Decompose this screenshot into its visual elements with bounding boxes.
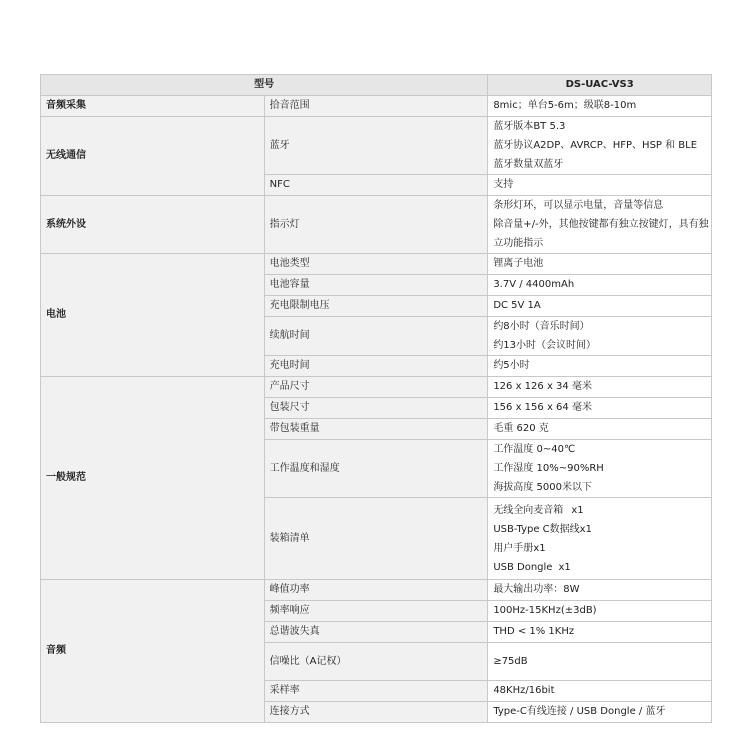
pack-qty: x1 [558, 561, 571, 573]
category-general: 一般规范 [41, 377, 265, 580]
pack-item: 用户手册 [493, 542, 534, 554]
bt-value: A2DP、AVRCP、HFP、HSP 和 BLE [533, 140, 698, 151]
pack-qty: x1 [579, 523, 592, 535]
row-label: 拾音范围 [264, 96, 488, 117]
row-label: 带包装重量 [264, 419, 488, 440]
value-line: 工作湿度 10%~90%RH [493, 463, 604, 474]
row-label: 指示灯 [264, 196, 488, 254]
bt-value: 双蓝牙 [533, 159, 564, 170]
row-value: 支持 [488, 175, 712, 196]
category-appearance: 系统外设 [41, 196, 265, 254]
row-value: 100Hz-15KHz(±3dB) [488, 601, 712, 622]
row-label: 总谐波失真 [264, 622, 488, 643]
row-label: 续航时间 [264, 317, 488, 356]
value-line: 约8小时（音乐时间） [493, 321, 590, 332]
value-line: 条形灯环，可以显示电量，音量等信息 [493, 200, 664, 211]
table-row [41, 377, 712, 398]
row-label: 充电时间 [264, 356, 488, 377]
row-label: 频率响应 [264, 601, 488, 622]
bt-value: BT 5.3 [533, 121, 566, 132]
table-header-row [41, 75, 712, 96]
table-row [41, 117, 712, 175]
row-value [488, 440, 712, 498]
table-row [41, 96, 712, 117]
pack-item: USB-Type C数据线 [493, 523, 580, 535]
pack-qty: x1 [533, 542, 546, 554]
model-value: DS-UAC-VS3 [488, 75, 712, 96]
row-label: 装箱清单 [264, 498, 488, 580]
row-label: 产品尺寸 [264, 377, 488, 398]
row-value: 最大输出功率：8W [488, 580, 712, 601]
value-line: 除音量+/-外，其他按键都有独立按键灯，具有独立功能指示 [493, 219, 709, 249]
row-label: 峰值功率 [264, 580, 488, 601]
row-value: 48KHz/16bit [488, 681, 712, 702]
row-value: 约5小时 [488, 356, 712, 377]
row-label: 信噪比（A记权） [264, 643, 488, 681]
value-line: 海拔高度 5000米以下 [493, 482, 592, 493]
row-label: 工作温度和湿度 [264, 440, 488, 498]
row-value: ≥75dB [488, 643, 712, 681]
row-label: 蓝牙 [264, 117, 488, 175]
category-audio-capture: 音频采集 [41, 96, 265, 117]
row-value [488, 117, 712, 175]
bt-key: 蓝牙协议 [493, 140, 534, 151]
category-battery: 电池 [41, 254, 265, 377]
row-value: THD < 1% 1KHz [488, 622, 712, 643]
pack-item: USB Dongle [493, 561, 553, 573]
row-label: 充电限制电压 [264, 296, 488, 317]
category-wireless: 无线通信 [41, 117, 265, 196]
row-value: 126 x 126 x 34 毫米 [488, 377, 712, 398]
row-label: 采样率 [264, 681, 488, 702]
row-value: DC 5V 1A [488, 296, 712, 317]
bt-key: 蓝牙版本 [493, 121, 534, 132]
row-value: 毛重 620 克 [488, 419, 712, 440]
row-value [488, 498, 712, 580]
row-label: 电池类型 [264, 254, 488, 275]
row-value: Type-C有线连接 / USB Dongle / 蓝牙 [488, 702, 712, 723]
row-value: 3.7V / 4400mAh [488, 275, 712, 296]
row-label: NFC [264, 175, 488, 196]
row-value [488, 317, 712, 356]
bt-key: 蓝牙数量 [493, 159, 534, 170]
row-value: 锂离子电池 [488, 254, 712, 275]
row-label: 电池容量 [264, 275, 488, 296]
value-line: 工作温度 0~40℃ [493, 444, 576, 455]
table-row [41, 254, 712, 275]
table-row [41, 580, 712, 601]
row-label: 包装尺寸 [264, 398, 488, 419]
value-line: 约13小时（会议时间） [493, 340, 597, 351]
row-label: 连接方式 [264, 702, 488, 723]
pack-item: 无线全向麦音箱 [493, 504, 564, 516]
row-value: 8mic；单台5-6m；级联8-10m [488, 96, 712, 117]
table-row [41, 196, 712, 254]
spec-table [40, 74, 712, 723]
pack-qty: x1 [571, 504, 584, 516]
row-value [488, 196, 712, 254]
row-value: 156 x 156 x 64 毫米 [488, 398, 712, 419]
category-audio: 音频 [41, 580, 265, 723]
model-label: 型号 [41, 75, 488, 96]
